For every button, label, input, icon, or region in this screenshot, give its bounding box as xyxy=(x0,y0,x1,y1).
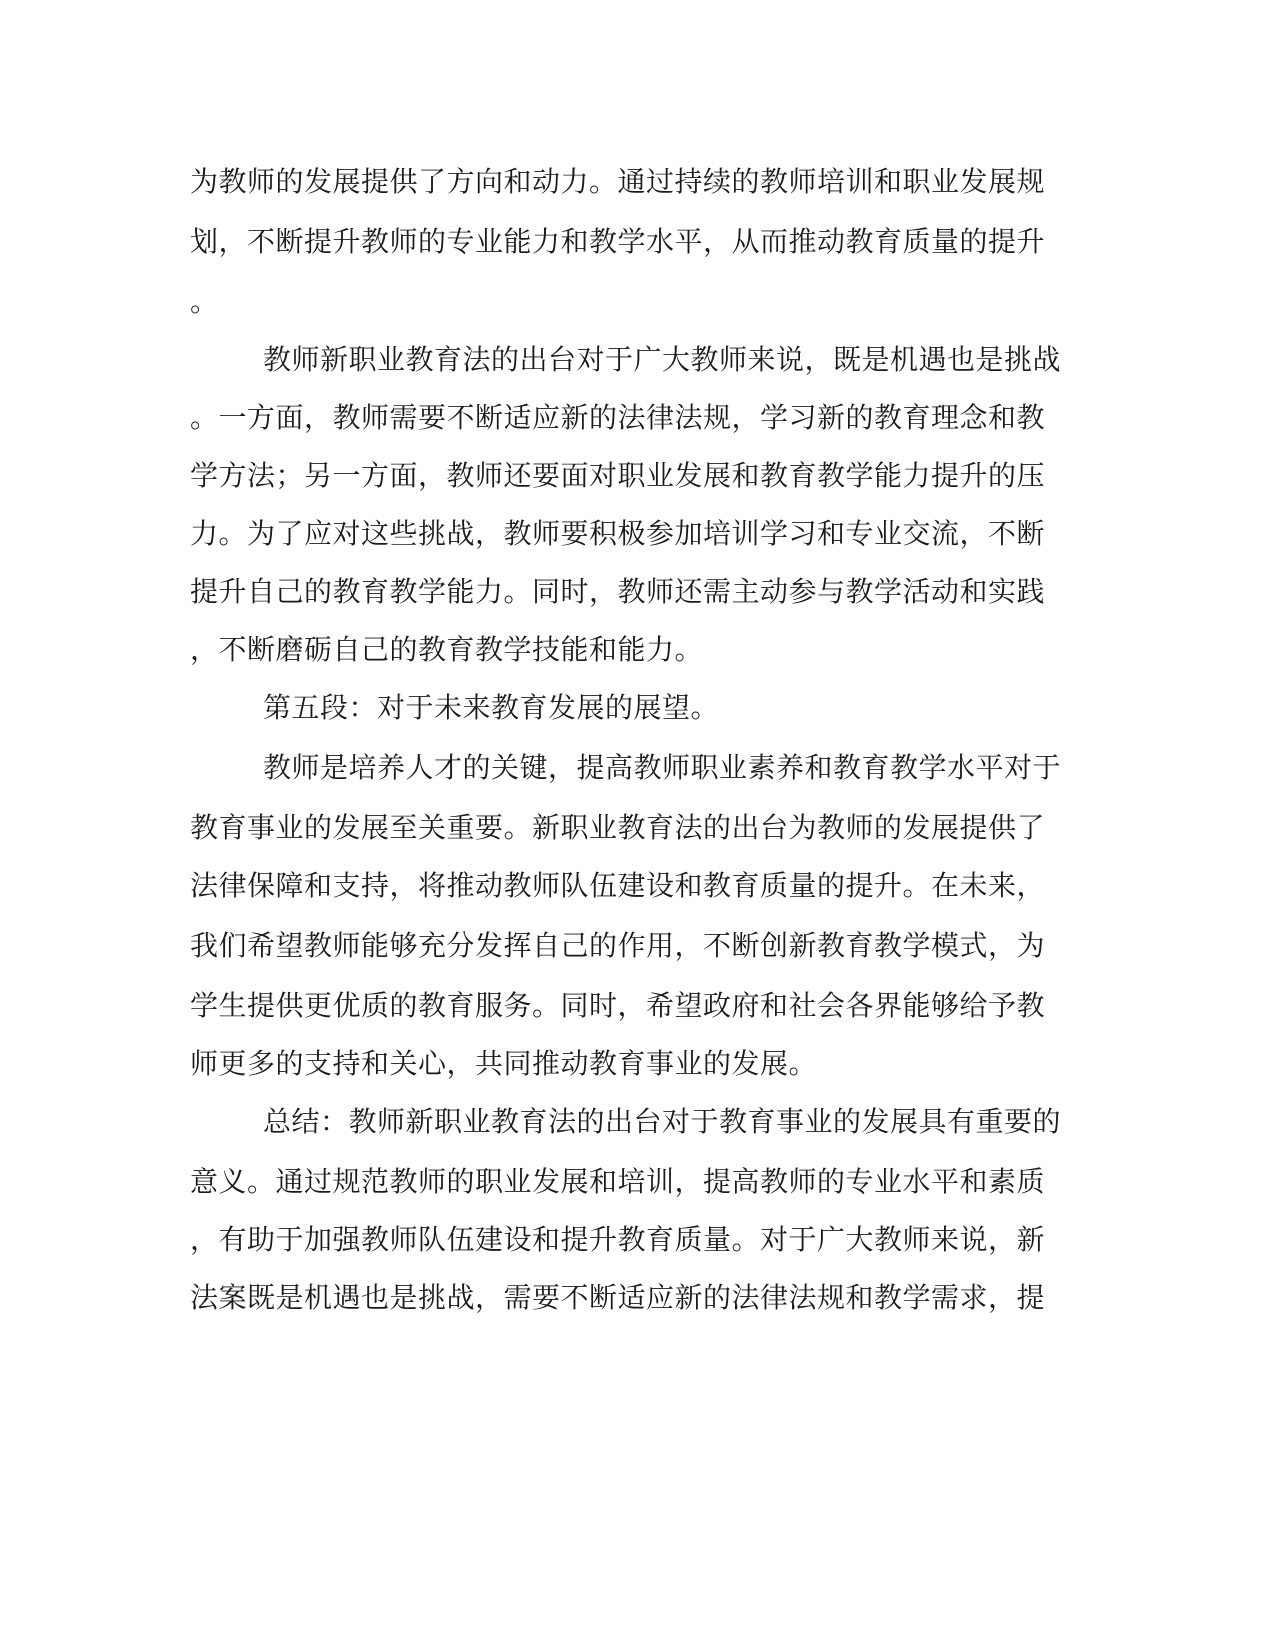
text-line: 。 xyxy=(190,285,219,318)
text-line: 学生提供更优质的教育服务。同时，希望政府和社会各界能够给予教 xyxy=(190,989,1046,1022)
text-line: 学方法；另一方面，教师还要面对职业发展和教育教学能力提升的压 xyxy=(190,459,1046,492)
text-line: 力。为了应对这些挑战，教师要积极参加培训学习和专业交流，不断 xyxy=(190,517,1046,550)
text-line: 教育事业的发展至关重要。新职业教育法的出台为教师的发展提供了 xyxy=(190,811,1046,844)
text-line: 划，不断提升教师的专业能力和教学水平，从而推动教育质量的提升 xyxy=(190,225,1046,258)
text-line: 我们希望教师能够充分发挥自己的作用，不断创新教育教学模式，为 xyxy=(190,929,1046,962)
text-line: ，不断磨砺自己的教育教学技能和能力。 xyxy=(190,633,704,666)
text-line: 为教师的发展提供了方向和动力。通过持续的教师培训和职业发展规 xyxy=(190,165,1046,198)
text-line: 法案既是机遇也是挑战，需要不断适应新的法律法规和教学需求，提 xyxy=(190,1281,1046,1314)
text-line: 教师是培养人才的关键，提高教师职业素养和教育教学水平对于 xyxy=(263,751,1062,784)
text-line: 教师新职业教育法的出台对于广大教师来说，既是机遇也是挑战 xyxy=(263,343,1062,376)
text-line: ，有助于加强教师队伍建设和提升教育质量。对于广大教师来说，新 xyxy=(190,1223,1046,1256)
text-line: 师更多的支持和关心，共同推动教育事业的发展。 xyxy=(190,1047,818,1080)
section-heading: 第五段：对于未来教育发展的展望。 xyxy=(263,691,720,724)
text-line: 法律保障和支持，将推动教师队伍建设和教育质量的提升。在未来， xyxy=(190,869,1046,902)
text-line: 提升自己的教育教学能力。同时，教师还需主动参与教学活动和实践 xyxy=(190,575,1046,608)
text-line: 总结：教师新职业教育法的出台对于教育事业的发展具有重要的 xyxy=(263,1105,1062,1138)
text-line: 意义。通过规范教师的职业发展和培训，提高教师的专业水平和素质 xyxy=(190,1165,1046,1198)
text-line: 。一方面，教师需要不断适应新的法律法规，学习新的教育理念和教 xyxy=(190,401,1046,434)
